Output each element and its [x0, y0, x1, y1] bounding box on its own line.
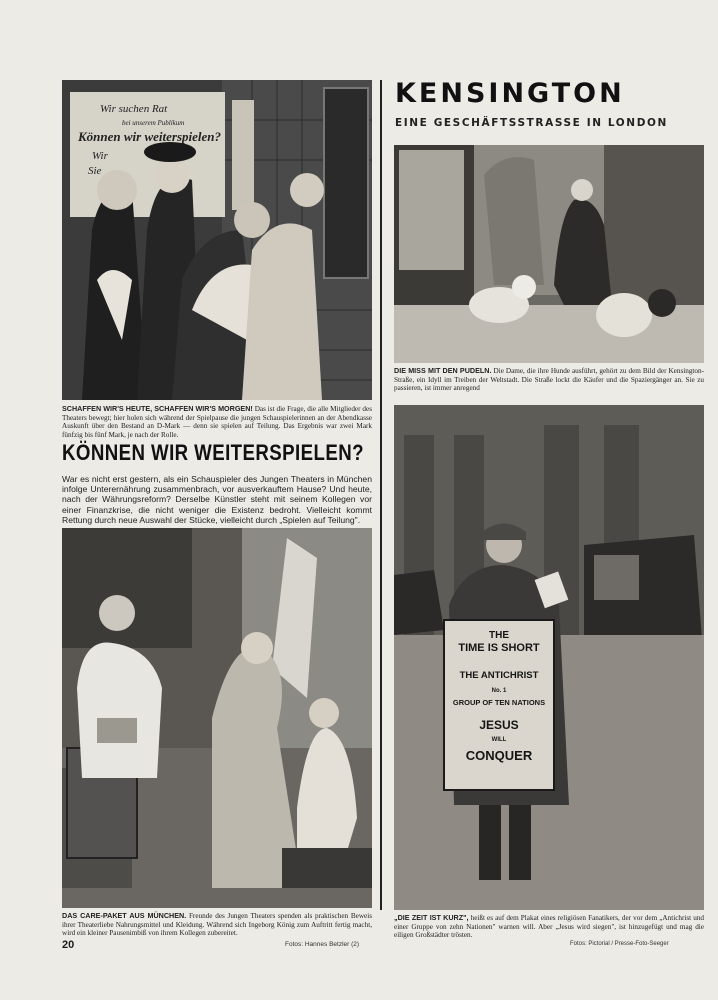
photo-care-package	[62, 528, 372, 908]
photo-lady-with-poodles	[394, 145, 704, 363]
caption-fanatic	[394, 914, 704, 940]
poster	[70, 93, 225, 218]
poster-line: Wir suchen Rat	[100, 103, 168, 115]
sign-board	[444, 620, 554, 790]
article-title: KENSINGTON	[395, 78, 625, 109]
caption-body: Freunde des Jungen Theaters spenden als praktischen Beweis ihrer Theaterliebe Nahrungsmittel und Kleidung. Während sich Ingeborg König zum Auftritt fertig macht, wird ein kleiner Pausenimbiß von ihrem Kollegen zubereitet.	[62, 912, 373, 938]
caption-body: Die Dame, die ihre Hunde ausführt, gehört zu dem Bild der Kensington-Straße, ein Idyll im Treiben der Weltstadt. Die Straße lockt die Käufer und die Spaziergänger an. Sie zu passieren, ist immer anregend	[394, 367, 705, 393]
headline: KÖNNEN WIR WEITERSPIELEN?	[62, 440, 364, 465]
caption-lead: SCHAFFEN WIR'S HEUTE, SCHAFFEN WIR'S MORGEN!	[62, 404, 253, 413]
caption-lead: DAS CARE-PAKET AUS MÜNCHEN.	[62, 911, 187, 920]
article-subtitle: EINE GESCHÄFTSSTRASSE IN LONDON	[395, 117, 668, 129]
sign-line: CONQUER	[465, 748, 533, 763]
caption-actresses	[62, 405, 372, 439]
column-divider	[380, 80, 382, 910]
caption-body: heißt es auf dem Plakat eines religiösen Fanatikers, der vor dem „Antichrist und einer Gruppe von zehn Nationen" warnen will. Aber „Jesus wird siegen", ist hinzugefügt und mag die eiligen Großstädter trösten.	[394, 914, 705, 940]
photo-credit-right: Fotos: Pictorial / Presse-Foto-Seeger	[570, 941, 669, 947]
sign-line: JESUS	[479, 718, 519, 732]
caption-poodles	[394, 367, 704, 393]
photo-credit-left: Fotos: Hannes Betzler (2)	[285, 941, 360, 948]
sign-line: WILL	[491, 737, 507, 743]
sign-line: No. 1	[491, 688, 507, 694]
poster-line: bei unserem Publikum	[122, 119, 185, 127]
sign-line: THE	[489, 630, 509, 641]
caption-lead: „DIE ZEIT IST KURZ",	[394, 913, 469, 922]
sign-line: THE ANTICHRIST	[459, 670, 539, 681]
sign-line: GROUP OF TEN NATIONS	[452, 698, 546, 707]
poster-line: Wir	[92, 150, 108, 162]
intro-text: War es nicht erst gestern, als ein Schauspieler des Jungen Theaters in München infolge Unterernährung zusammenbrach, vor ausverkauftem Hause? Und heute, nach der Währungsreform? Derselbe Künstler steht mit seinem Kollegen vor einer Finanzkrise, die nicht weniger die Existenz bedroht. Vielleicht kommt Rettung durch neue Auswahl der Stücke, vielleicht durch „Spielen auf Teilung".	[62, 474, 372, 525]
caption-body: Das ist die Frage, die alle Mitglieder des Theaters bewegt; hier holen sich während der Spielpause die jungen Schauspielerinnen an der Abendkasse Auskunft über den Bestand an D-Mark — denn sie spielen auf Teilung. Das Ergebnis war zwei Mark fünfzig bis fünf Mark, je nach der Rolle.	[62, 405, 372, 439]
sign-line: TIME IS SHORT	[458, 642, 540, 654]
caption-lead: DIE MISS MIT DEN PUDELN.	[394, 366, 492, 375]
page-number: 20	[62, 939, 75, 951]
poster-line: Sie	[88, 165, 102, 177]
poster-line: Können wir weiterspielen?	[78, 129, 222, 144]
caption-care-package	[62, 912, 372, 938]
